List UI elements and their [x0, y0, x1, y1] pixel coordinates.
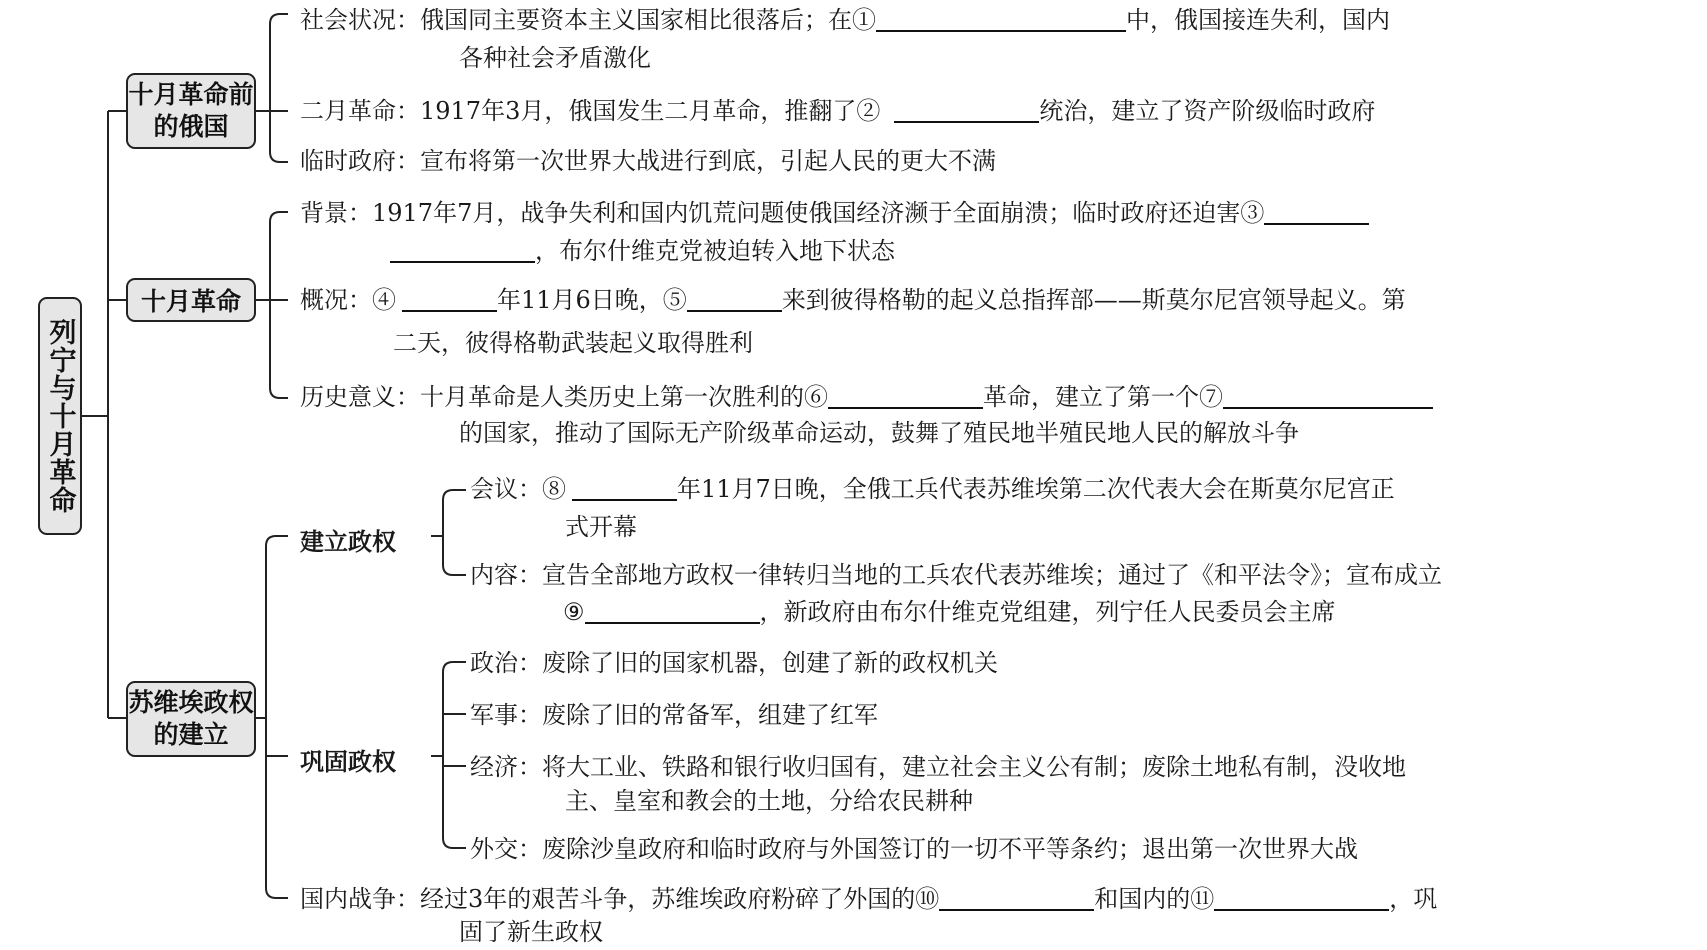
dip-line-1: 外交：废除沙皇政府和临时政府与外国签订的一切不平等条约；退出第一次世界大战: [470, 835, 1358, 863]
cont-line-2: ⑨ ，新政府由布尔什维克党组建，列宁任人民委员会主席: [563, 598, 1336, 626]
mil-line-1: 军事：废除了旧的常备军，组建了红军: [470, 701, 878, 729]
eco-line-2: 主、皇室和教会的土地，分给农民耕种: [565, 787, 973, 815]
blank-6[interactable]: [828, 383, 983, 409]
node-before-october: 十月革命前的俄国: [126, 73, 256, 149]
node-october-revolution: 十月革命: [126, 278, 256, 322]
eco-label: 经济：: [470, 753, 542, 781]
bg-line-1: 背景：1917年7月，战争失利和国内饥荒问题使俄国经济濒于全面崩溃；临时政府还迫害③: [300, 198, 1369, 228]
civ-label: 国内战争：: [300, 885, 420, 913]
social-line-1: 社会状况：俄国同主要资本主义国家相比很落后；在① 中，俄国接连失利，国内: [300, 6, 1390, 34]
ov-label: 概况：: [300, 286, 372, 314]
cont-line-1: 内容：宣告全部地方政权一律转归当地的工兵农代表苏维埃；通过了《和平法令》；宣布成立: [470, 561, 1442, 589]
meet-line-2: 式开幕: [565, 513, 637, 541]
blank-7[interactable]: [1223, 383, 1433, 409]
blank-9[interactable]: [585, 598, 760, 624]
bg-line-2: ，布尔什维克党被迫转入地下状态: [390, 236, 895, 266]
blank-10[interactable]: [939, 885, 1094, 911]
feb-line-1: 二月革命：1917年3月，俄国发生二月革命，推翻了② 统治，建立了资产阶级临时政府: [300, 97, 1376, 125]
subnode-consolidate: 巩固政权: [300, 747, 396, 776]
pol-line-1: 政治：废除了旧的国家机器，创建了新的政权机关: [470, 649, 998, 677]
blank-4[interactable]: [402, 286, 497, 312]
ov-line-1: 概况：④ 年11月6日晚，⑤ 来到彼得格勒的起义总指挥部——斯莫尔尼宫领导起义。第: [300, 286, 1406, 314]
blank-3b[interactable]: [390, 237, 535, 263]
root-node: 列宁与十月革命: [38, 297, 82, 535]
civ-line-1: 国内战争：经过3年的艰苦斗争，苏维埃政府粉碎了外国的⑩ 和国内的⑪ ，巩: [300, 885, 1438, 913]
social-label: 社会状况：: [300, 6, 420, 34]
blank-2[interactable]: [894, 97, 1039, 123]
dip-label: 外交：: [470, 835, 542, 863]
pol-label: 政治：: [470, 649, 542, 677]
civ-line-2: 固了新生政权: [459, 918, 603, 946]
sig-line-1: 历史意义：十月革命是人类历史上第一次胜利的⑥ 革命，建立了第一个⑦: [300, 382, 1433, 412]
ov-line-2: 二天，彼得格勒武装起义取得胜利: [393, 329, 753, 357]
cont-label: 内容：: [470, 561, 542, 589]
subnode-establish: 建立政权: [300, 527, 396, 556]
blank-5[interactable]: [687, 286, 782, 312]
prov-line-1: 临时政府：宣布将第一次世界大战进行到底，引起人民的更大不满: [300, 147, 996, 175]
social-line-2: 各种社会矛盾激化: [459, 44, 651, 72]
eco-line-1: 经济：将大工业、铁路和银行收归国有，建立社会主义公有制；废除土地私有制，没收地: [470, 753, 1406, 781]
feb-label: 二月革命：: [300, 97, 420, 125]
node-soviet-establishment: 苏维埃政权的建立: [126, 681, 256, 757]
sig-label: 历史意义：: [300, 383, 420, 411]
blank-8[interactable]: [572, 475, 677, 501]
prov-label: 临时政府：: [300, 147, 420, 175]
blank-1[interactable]: [876, 6, 1126, 32]
sig-line-2: 的国家，推动了国际无产阶级革命运动，鼓舞了殖民地半殖民地人民的解放斗争: [459, 419, 1299, 447]
blank-3a[interactable]: [1264, 199, 1369, 225]
meet-line-1: 会议：⑧ 年11月7日晚，全俄工兵代表苏维埃第二次代表大会在斯莫尔尼宫正: [470, 475, 1395, 503]
meet-label: 会议：: [470, 475, 542, 503]
blank-11[interactable]: [1214, 885, 1389, 911]
bg-label: 背景：: [300, 199, 372, 227]
mil-label: 军事：: [470, 701, 542, 729]
